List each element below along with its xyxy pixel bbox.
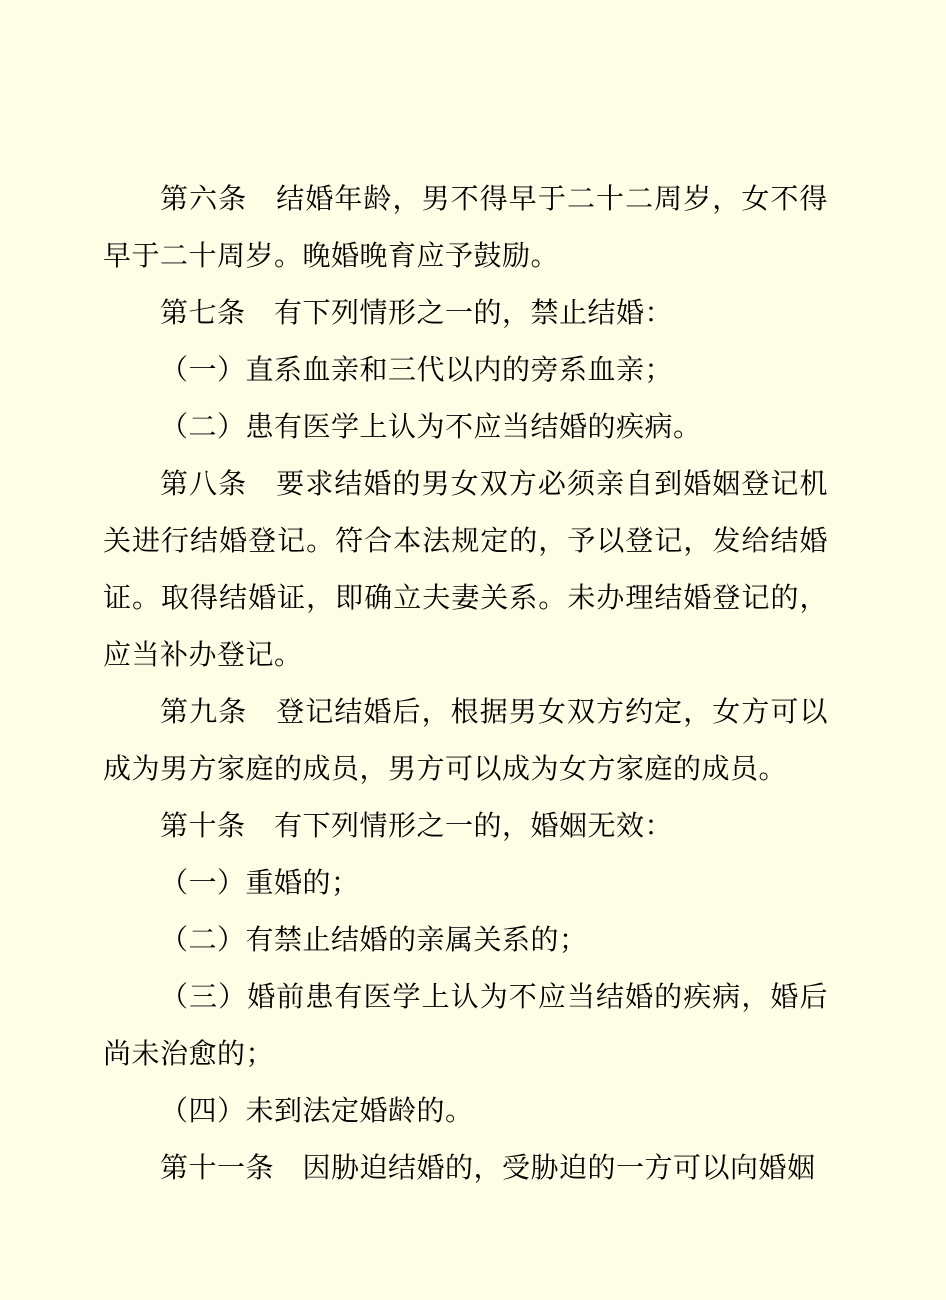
article-7-item-2: （二）患有医学上认为不应当结婚的疾病。 <box>160 410 702 443</box>
article-8-paragraph: 第八条 要求结婚的男女双方必须亲自到婚姻登记机关进行结婚登记。符合本法规定的，予以登记，发给结婚证。取得结婚证，即确立夫妻关系。未办理结婚登记的，应当补办登记。 <box>103 467 828 671</box>
article-10-paragraph: 第十条 有下列情形之一的，婚姻无效： <box>160 809 674 842</box>
article-9-paragraph: 第九条 登记结婚后，根据男女双方约定，女方可以成为男方家庭的成员，男方可以成为女方家庭的成员。 <box>103 695 828 785</box>
article-10-item-1: （一）重婚的； <box>160 866 360 899</box>
article-10-item-2: （二）有禁止结婚的亲属关系的； <box>160 923 588 956</box>
article-7-paragraph: 第七条 有下列情形之一的，禁止结婚： <box>160 296 674 329</box>
article-10-item-3: （三）婚前患有医学上认为不应当结婚的疾病，婚后尚未治愈的； <box>103 980 828 1070</box>
article-10-item-4: （四）未到法定婚龄的。 <box>160 1094 474 1127</box>
article-6-paragraph: 第六条 结婚年龄，男不得早于二十二周岁，女不得早于二十周岁。晚婚晚育应予鼓励。 <box>103 182 828 272</box>
article-11-paragraph: 第十一条 因胁迫结婚的，受胁迫的一方可以向婚姻 <box>160 1151 816 1184</box>
article-7-item-1: （一）直系血亲和三代以内的旁系血亲； <box>160 353 674 386</box>
